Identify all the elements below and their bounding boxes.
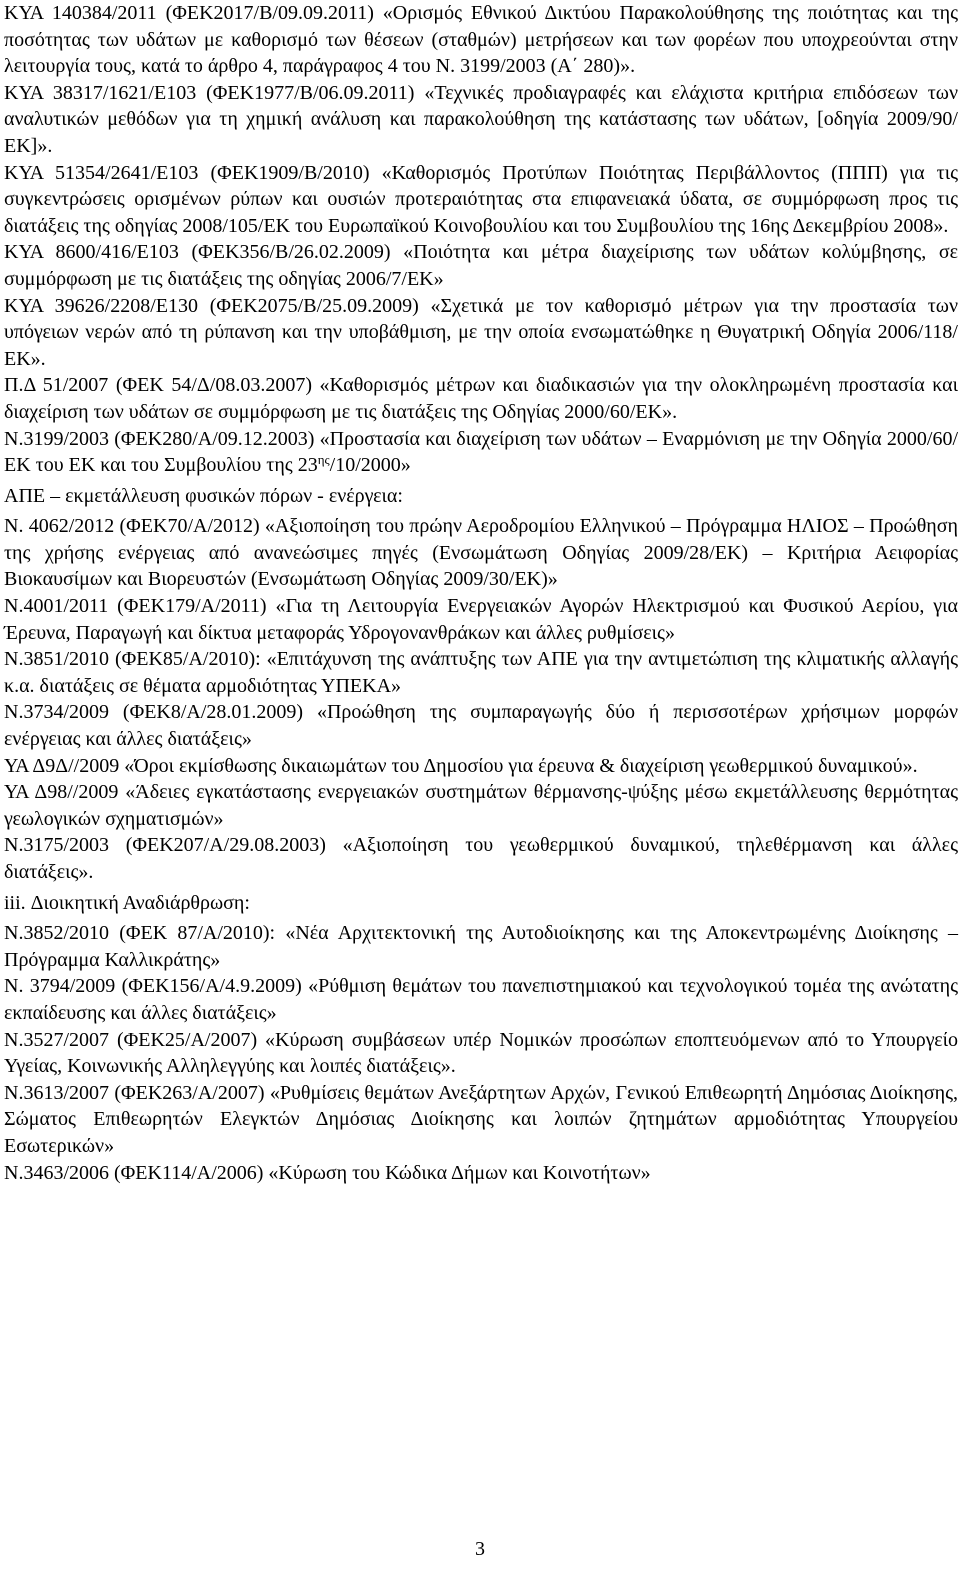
legal-reference: ΥΑ Δ98//2009 «Άδειες εγκατάστασης ενεργειακών συστημάτων θέρμανσης-ψύξης μέσω εκμετάλλευσης θερμότητας γεωλογικών σχηματισμών» (4, 781, 958, 830)
legal-reference: Ν.3527/2007 (ΦΕΚ25/Α/2007) «Κύρωση συμβάσεων υπέρ Νομικών προσώπων εποπτευόμενων από το Υπουργείο Υγείας, Κοινωνικής Αλληλεγγύης και λοιπές διατάξεις». (4, 1028, 958, 1078)
law-3199-text: Ν.3199/2003 (ΦΕΚ280/Α/09.12.2003) «Προστασία και διαχείριση των υδάτων – Εναρμόνιση με την Οδηγία 2000/60/ΕΚ του ΕΚ και του Συμβουλίου της 23 (4, 427, 958, 477)
legal-reference: Ν. 4062/2012 (ΦΕΚ70/Α/2012) «Αξιοποίηση του πρώην Αεροδρομίου Ελληνικού – Πρόγραμμα ΗΛΙΟΣ – Προώθηση της χρήσης ενέργειας από ανανεώσιμες πηγές (Ενσωμάτωση Οδηγίας 2009/28/ΕΚ) – Κριτήρια Αειφορίας Βιοκαυσίμων και Βιορευστών (Ενσωμάτωση Οδηγίας 2009/30/ΕΚ)» (4, 515, 958, 591)
ordinal-superscript: ης (317, 452, 330, 468)
legal-reference: Ν.3463/2006 (ΦΕΚ114/Α/2006) «Κύρωση του Κώδικα Δήμων και Κοινοτήτων» (4, 1161, 651, 1184)
legal-reference: Ν.3851/2010 (ΦΕΚ85/Α/2010): «Επιτάχυνση της ανάπτυξης των ΑΠΕ για την αντιμετώπιση της κλιματικής αλλαγής κ.α. διατάξεις σε θέματα αρμοδιότητας ΥΠΕΚΑ» (4, 648, 958, 697)
legal-reference: Ν.3613/2007 (ΦΕΚ263/Α/2007) «Ρυθμίσεις θεμάτων Ανεξάρτητων Αρχών, Γενικού Επιθεωρητή Δημόσιας Διοίκησης, Σώματος Επιθεωρητών Ελεγκτών Δημόσιας Διοίκησης και λοιπών ζητημάτων αρμοδιότητας Υπουργείου Εσωτερικών» (4, 1081, 958, 1157)
section-heading-energy: ΑΠΕ – εκμετάλλευση φυσικών πόρων - ενέργεια: (4, 484, 403, 507)
legal-reference: ΚΥΑ 39626/2208/Ε130 (ΦΕΚ2075/Β/25.09.2009) «Σχετικά με τον καθορισμό μέτρων για την προστασία των υπόγειων νερών από τη ρύπανση και την υποβάθμιση, με την οποία ενσωματώθηκε η Θυγατρική Οδηγία 2006/118/ΕΚ». (4, 294, 958, 370)
section-heading-admin: iii. Διοικητική Αναδιάρθρωση: (4, 891, 250, 914)
legal-reference: ΚΥΑ 51354/2641/Ε103 (ΦΕΚ1909/Β/2010) «Καθορισμός Προτύπων Ποιότητας Περιβάλλοντος (ΠΠΠ) για τις συγκεντρώσεις ορισμένων ρύπων και ουσιών προτεραιότητας στα επιφανειακά ύδατα, σε συμμόρφωση προς τις διατάξεις της οδηγίας 2008/105/ΕΚ του Ευρωπαϊκού Κοινοβουλίου και του Συμβουλίου της 16ης Δεκεμβρίου 2008». (4, 161, 958, 237)
legal-reference: Ν.3734/2009 (ΦΕΚ8/Α/28.01.2009) «Προώθηση της συμπαραγωγής δύο ή περισσοτέρων χρήσιμων μορφών ενέργειας και άλλες διατάξεις» (4, 701, 958, 751)
legal-reference: Π.Δ 51/2007 (ΦΕΚ 54/Δ/08.03.2007) «Καθορισμός μέτρων και διαδικασιών για την ολοκληρωμένη προστασία και διαχείριση των υδάτων σε συμμόρφωση με τις διατάξεις της Οδηγίας 2000/60/ΕΚ». (4, 374, 958, 423)
legal-reference: ΥΑ Δ9Δ//2009 «Όροι εκμίσθωσης δικαιωμάτων του Δημοσίου για έρευνα & διαχείριση γεωθερμικού δυναμικού». (4, 754, 918, 777)
legal-reference: Ν.3175/2003 (ΦΕΚ207/Α/29.08.2003) «Αξιοποίηση του γεωθερμικού δυναμικού, τηλεθέρμανση και άλλες διατάξεις». (4, 834, 958, 883)
legal-reference-law-3199 (4, 426, 958, 479)
legal-reference: ΚΥΑ 38317/1621/Ε103 (ΦΕΚ1977/Β/06.09.2011) «Τεχνικές προδιαγραφές και ελάχιστα κριτήρια επιδόσεων των αναλυτικών μεθόδων για τη χημική ανάλυση και παρακολούθηση της κατάστασης των υδάτων, [οδηγία 2009/90/ΕΚ]». (4, 81, 958, 157)
law-3199-text-end: /10/2000» (329, 454, 411, 477)
legal-reference: Ν.3852/2010 (ΦΕΚ 87/Α/2010): «Νέα Αρχιτεκτονική της Αυτοδιοίκησης και της Αποκεντρωμένης Διοίκησης – Πρόγραμμα Καλλικράτης» (4, 922, 958, 971)
legal-reference: ΚΥΑ 140384/2011 (ΦΕΚ2017/Β/09.09.2011) «Ορισμός Εθνικού Δικτύου Παρακολούθησης της ποιότητας και της ποσότητας των υδάτων με καθορισμό των θέσεων (σταθμών) μετρήσεων και των φορέων που υποχρεούνται στην λειτουργία τους, κατά το άρθρο 4, παράγραφος 4 του Ν. 3199/2003 (Α΄ 280)». (4, 2, 958, 78)
legal-reference: ΚΥΑ 8600/416/Ε103 (ΦΕΚ356/Β/26.02.2009) «Ποιότητα και μέτρα διαχείρισης των υδάτων κολύμβησης, σε συμμόρφωση με τις διατάξεις της οδηγίας 2006/7/ΕΚ» (4, 241, 958, 290)
page-number: 3 (475, 1538, 485, 1560)
legal-reference: Ν.4001/2011 (ΦΕΚ179/Α/2011) «Για τη Λειτουργία Ενεργειακών Αγορών Ηλεκτρισμού και Φυσικού Αερίου, για Έρευνα, Παραγωγή και δίκτυα μεταφοράς Υδρογονανθράκων και άλλες ρυθμίσεις» (4, 595, 958, 644)
legal-reference: Ν. 3794/2009 (ΦΕΚ156/Α/4.9.2009) «Ρύθμιση θεμάτων του πανεπιστημιακού και τεχνολογικού τομέα της ανώτατης εκπαίδευσης και άλλες διατάξεις» (4, 975, 958, 1024)
